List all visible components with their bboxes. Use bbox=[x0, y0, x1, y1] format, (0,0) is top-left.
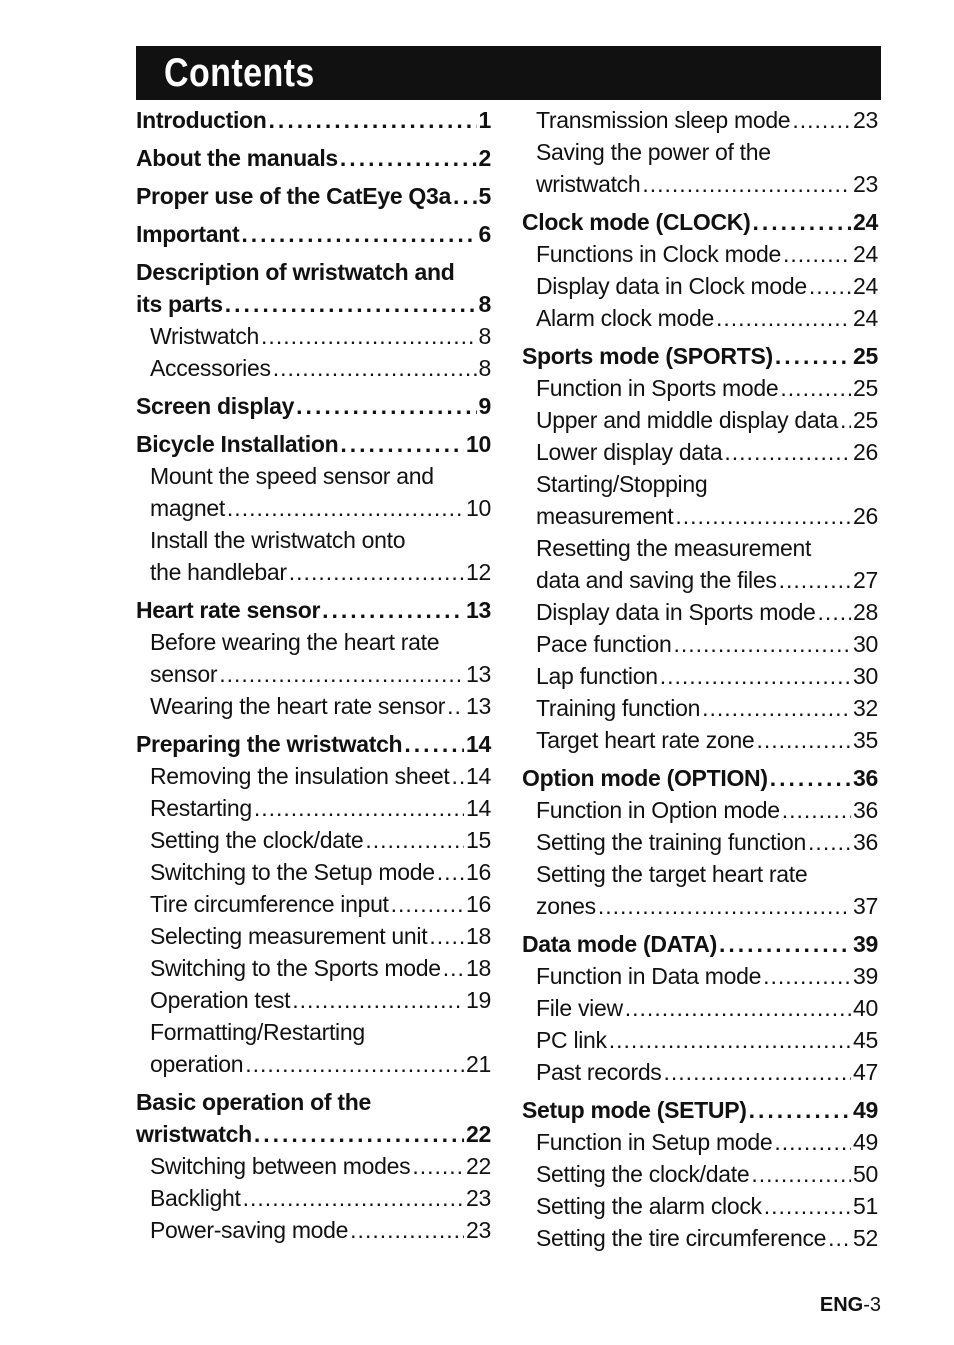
toc-entry-label: Functions in Clock mode bbox=[536, 241, 781, 267]
toc-entry-label: Selecting measurement unit bbox=[150, 923, 428, 949]
toc-page-number: 16 bbox=[466, 891, 491, 917]
toc-page-number: 37 bbox=[853, 893, 878, 919]
toc-page-number: 15 bbox=[466, 827, 491, 853]
toc-page-number: 36 bbox=[853, 765, 878, 791]
toc-item-backlight[interactable] bbox=[136, 1182, 491, 1214]
toc-page-number: 9 bbox=[478, 393, 491, 419]
toc-entry-label: measurement bbox=[536, 503, 674, 529]
toc-page-number: 10 bbox=[466, 495, 491, 521]
toc-item-starting-stopping-measurement[interactable] bbox=[522, 468, 878, 532]
toc-page-number: 8 bbox=[478, 291, 491, 317]
toc-page-number: 49 bbox=[853, 1097, 878, 1123]
toc-page-number: 30 bbox=[853, 631, 878, 657]
dot-leader bbox=[702, 692, 851, 724]
toc-entry-label: Important bbox=[136, 221, 240, 247]
toc-page-number: 27 bbox=[853, 567, 878, 593]
toc-entry-label: Upper and middle display data bbox=[536, 407, 838, 433]
toc-entry-label: Bicycle Installation bbox=[136, 431, 339, 457]
dot-leader bbox=[724, 436, 851, 468]
toc-section-important[interactable] bbox=[136, 218, 491, 250]
dot-leader bbox=[673, 628, 851, 660]
toc-item-setting-the-alarm-clock[interactable] bbox=[522, 1190, 878, 1222]
toc-entry-label: Switching between modes bbox=[150, 1153, 411, 1179]
toc-item-function-in-sports-mode[interactable] bbox=[522, 372, 878, 404]
dot-leader bbox=[296, 390, 476, 422]
dot-leader bbox=[840, 404, 851, 436]
toc-item-display-data-in-clock-mode[interactable] bbox=[522, 270, 878, 302]
toc-item-setting-the-tire-circumference[interactable] bbox=[522, 1222, 878, 1254]
toc-entry-label: Alarm clock mode bbox=[536, 305, 714, 331]
toc-page-number: 13 bbox=[466, 693, 491, 719]
toc-entry-label: Setting the tire circumference bbox=[536, 1225, 827, 1251]
toc-page-number: 1 bbox=[478, 107, 491, 133]
dot-leader bbox=[241, 218, 476, 250]
toc-item-function-in-data-mode[interactable] bbox=[522, 960, 878, 992]
dot-leader bbox=[775, 340, 851, 372]
toc-entry-label: wristwatch bbox=[536, 171, 641, 197]
toc-entry-label: Saving the power of the bbox=[536, 139, 771, 165]
page-footer bbox=[820, 1293, 881, 1317]
toc-page-number: 25 bbox=[853, 407, 878, 433]
toc-item-formatting-restarting-operation[interactable] bbox=[136, 1016, 491, 1080]
toc-entry-label: Proper use of the CatEye Q3a bbox=[136, 183, 451, 209]
toc-item-setting-the-clock-date[interactable] bbox=[136, 824, 491, 856]
toc-page-number: 13 bbox=[466, 597, 491, 623]
toc-page-number: 14 bbox=[466, 795, 491, 821]
toc-item-before-wearing-the-heart-rate-sensor[interactable] bbox=[136, 626, 491, 690]
dot-leader bbox=[261, 320, 476, 352]
toc-section-introduction[interactable] bbox=[136, 104, 491, 136]
dot-leader bbox=[245, 1048, 464, 1080]
dot-leader bbox=[752, 206, 851, 238]
toc-entry-label: Past records bbox=[536, 1059, 662, 1085]
toc-section-proper-use-of-the-cateye-q3a[interactable] bbox=[136, 180, 491, 212]
toc-page-number: 39 bbox=[853, 931, 878, 957]
toc-entry-label: Formatting/Restarting bbox=[150, 1019, 365, 1045]
toc-page-number: 24 bbox=[853, 273, 878, 299]
toc-entry-label: Function in Data mode bbox=[536, 963, 762, 989]
dot-leader bbox=[719, 928, 851, 960]
dot-leader bbox=[809, 270, 851, 302]
toc-entry-label: Heart rate sensor bbox=[136, 597, 321, 623]
toc-entry-label: Switching to the Setup mode bbox=[150, 859, 435, 885]
dot-leader bbox=[782, 794, 851, 826]
toc-item-switching-between-modes[interactable] bbox=[136, 1150, 491, 1182]
toc-entry-label: Function in Option mode bbox=[536, 797, 780, 823]
dot-leader bbox=[609, 1024, 851, 1056]
toc-page-number: 25 bbox=[853, 375, 878, 401]
toc-page-number: 23 bbox=[853, 171, 878, 197]
toc-entry-label: Description of wristwatch and bbox=[136, 259, 455, 285]
contents-title-bar bbox=[136, 46, 881, 100]
toc-entry-label: Preparing the wristwatch bbox=[136, 731, 403, 757]
toc-entry-label: Function in Sports mode bbox=[536, 375, 779, 401]
dot-leader bbox=[429, 920, 464, 952]
toc-page-number: 28 bbox=[853, 599, 878, 625]
toc-page-number: 40 bbox=[853, 995, 878, 1021]
dot-leader bbox=[443, 952, 464, 984]
dot-leader bbox=[780, 372, 851, 404]
toc-page-number: 24 bbox=[853, 209, 878, 235]
toc-page-number: 5 bbox=[478, 183, 491, 209]
dot-leader bbox=[453, 180, 477, 212]
toc-page-number: 14 bbox=[466, 731, 491, 757]
dot-leader bbox=[340, 142, 477, 174]
toc-entry-label: About the manuals bbox=[136, 145, 338, 171]
dot-leader bbox=[828, 1222, 851, 1254]
toc-entry-label: Display data in Clock mode bbox=[536, 273, 807, 299]
toc-entry-label: Tire circumference input bbox=[150, 891, 389, 917]
dot-leader bbox=[660, 660, 851, 692]
toc-section-setup-mode-setup[interactable] bbox=[522, 1094, 878, 1126]
toc-entry-label: magnet bbox=[150, 495, 225, 521]
toc-page-number: 22 bbox=[466, 1153, 491, 1179]
dot-leader bbox=[451, 760, 464, 792]
toc-section-data-mode-data[interactable] bbox=[522, 928, 878, 960]
toc-entry-label: Power-saving mode bbox=[150, 1217, 349, 1243]
toc-section-sports-mode-sports[interactable] bbox=[522, 340, 878, 372]
dot-leader bbox=[292, 984, 464, 1016]
dot-leader bbox=[227, 492, 464, 524]
toc-item-resetting-the-measurement-data-and-saving-the-files[interactable] bbox=[522, 532, 878, 596]
toc-entry-label: Sports mode (SPORTS) bbox=[522, 343, 773, 369]
toc-page-number: 19 bbox=[466, 987, 491, 1013]
toc-item-lower-display-data[interactable] bbox=[522, 436, 878, 468]
toc-item-power-saving-mode[interactable] bbox=[136, 1214, 491, 1246]
dot-leader bbox=[642, 168, 851, 200]
toc-item-operation-test[interactable] bbox=[136, 984, 491, 1016]
dot-leader bbox=[447, 690, 464, 722]
toc-item-setting-the-clock-date[interactable] bbox=[522, 1158, 878, 1190]
toc-entry-label: the handlebar bbox=[150, 559, 287, 585]
dot-leader bbox=[675, 500, 851, 532]
toc-item-target-heart-rate-zone[interactable] bbox=[522, 724, 878, 756]
toc-entry-label: Pace function bbox=[536, 631, 672, 657]
toc-item-past-records[interactable] bbox=[522, 1056, 878, 1088]
toc-entry-label: Lower display data bbox=[536, 439, 723, 465]
toc-entry-label: Operation test bbox=[150, 987, 291, 1013]
toc-page-number: 25 bbox=[853, 343, 878, 369]
toc-item-function-in-setup-mode[interactable] bbox=[522, 1126, 878, 1158]
toc-page-number: 24 bbox=[853, 241, 878, 267]
toc-entry-label: sensor bbox=[150, 661, 218, 687]
dot-leader bbox=[254, 792, 464, 824]
toc-page-number: 16 bbox=[466, 859, 491, 885]
toc-page-number: 12 bbox=[466, 559, 491, 585]
toc-right-column bbox=[522, 104, 878, 1254]
toc-item-wearing-the-heart-rate-sensor[interactable] bbox=[136, 690, 491, 722]
toc-entry-label: PC link bbox=[536, 1027, 607, 1053]
toc-page-number: 8 bbox=[478, 355, 491, 381]
toc-section-description-of-wristwatch-and-its-parts[interactable] bbox=[136, 256, 491, 320]
toc-entry-label: Setting the clock/date bbox=[536, 1161, 750, 1187]
dot-leader bbox=[625, 992, 851, 1024]
toc-item-saving-the-power-of-the-wristwatch[interactable] bbox=[522, 136, 878, 200]
toc-entry-label: Transmission sleep mode bbox=[536, 107, 791, 133]
toc-entry-label: Before wearing the heart rate bbox=[150, 629, 440, 655]
dot-leader bbox=[322, 594, 464, 626]
toc-item-transmission-sleep-mode[interactable] bbox=[522, 104, 878, 136]
toc-entry-label: Wristwatch bbox=[150, 323, 260, 349]
toc-page-number: 36 bbox=[853, 829, 878, 855]
page-title: Contents bbox=[164, 50, 315, 95]
dot-leader bbox=[412, 1150, 464, 1182]
toc-entry-label: Training function bbox=[536, 695, 701, 721]
toc-page-number: 26 bbox=[853, 503, 878, 529]
toc-entry-label: Install the wristwatch onto bbox=[150, 527, 406, 553]
dot-leader bbox=[751, 1158, 851, 1190]
toc-page-number: 47 bbox=[853, 1059, 878, 1085]
toc-entry-label: File view bbox=[536, 995, 623, 1021]
dot-leader bbox=[350, 1214, 464, 1246]
dot-leader bbox=[808, 826, 851, 858]
dot-leader bbox=[269, 104, 477, 136]
toc-item-pace-function[interactable] bbox=[522, 628, 878, 660]
toc-item-install-the-wristwatch-onto-the-handlebar[interactable] bbox=[136, 524, 491, 588]
toc-section-about-the-manuals[interactable] bbox=[136, 142, 491, 174]
toc-item-tire-circumference-input[interactable] bbox=[136, 888, 491, 920]
toc-entry-label: Removing the insulation sheet bbox=[150, 763, 450, 789]
dot-leader bbox=[749, 1094, 851, 1126]
toc-page-number: 24 bbox=[853, 305, 878, 331]
toc-section-heart-rate-sensor[interactable] bbox=[136, 594, 491, 626]
toc-page-number: 35 bbox=[853, 727, 878, 753]
toc-entry-label: data and saving the files bbox=[536, 567, 777, 593]
toc-entry-label: wristwatch bbox=[136, 1121, 252, 1147]
toc-page-number: 39 bbox=[853, 963, 878, 989]
toc-item-display-data-in-sports-mode[interactable] bbox=[522, 596, 878, 628]
dot-leader bbox=[664, 1056, 852, 1088]
toc-item-switching-to-the-setup-mode[interactable] bbox=[136, 856, 491, 888]
toc-item-pc-link[interactable] bbox=[522, 1024, 878, 1056]
toc-entry-label: Backlight bbox=[150, 1185, 241, 1211]
dot-leader bbox=[340, 428, 464, 460]
toc-entry-label: Starting/Stopping bbox=[536, 471, 708, 497]
dot-leader bbox=[764, 1190, 851, 1222]
toc-item-mount-the-speed-sensor-and-magnet[interactable] bbox=[136, 460, 491, 524]
dot-leader bbox=[289, 556, 464, 588]
toc-section-basic-operation-of-the-wristwatch[interactable] bbox=[136, 1086, 491, 1150]
toc-entry-label: Data mode (DATA) bbox=[522, 931, 717, 957]
toc-entry-label: Accessories bbox=[150, 355, 271, 381]
dot-leader bbox=[365, 824, 464, 856]
dot-leader bbox=[437, 856, 464, 888]
toc-entry-label: zones bbox=[536, 893, 596, 919]
toc-page-number: 30 bbox=[853, 663, 878, 689]
dot-leader bbox=[254, 1118, 464, 1150]
dot-leader bbox=[273, 352, 477, 384]
toc-page-number: 13 bbox=[466, 661, 491, 687]
toc-page-number: 52 bbox=[853, 1225, 878, 1251]
toc-item-switching-to-the-sports-mode[interactable] bbox=[136, 952, 491, 984]
dot-leader bbox=[770, 762, 851, 794]
toc-item-restarting[interactable] bbox=[136, 792, 491, 824]
toc-page-number: 36 bbox=[853, 797, 878, 823]
toc-item-selecting-measurement-unit[interactable] bbox=[136, 920, 491, 952]
toc-item-setting-the-training-function[interactable] bbox=[522, 826, 878, 858]
toc-item-accessories[interactable] bbox=[136, 352, 491, 384]
toc-item-functions-in-clock-mode[interactable] bbox=[522, 238, 878, 270]
toc-entry-label: Resetting the measurement bbox=[536, 535, 812, 561]
toc-page-number: 6 bbox=[478, 221, 491, 247]
toc-entry-label: Mount the speed sensor and bbox=[150, 463, 434, 489]
dot-leader bbox=[598, 890, 851, 922]
toc-page-number: 21 bbox=[466, 1051, 491, 1077]
toc-entry-label: Setting the target heart rate bbox=[536, 861, 808, 887]
toc-page-number: 8 bbox=[478, 323, 491, 349]
toc-section-screen-display[interactable] bbox=[136, 390, 491, 422]
footer-page-number: -3 bbox=[863, 1294, 881, 1316]
toc-entry-label: Lap function bbox=[536, 663, 658, 689]
dot-leader bbox=[774, 1126, 851, 1158]
toc-page-number: 50 bbox=[853, 1161, 878, 1187]
toc-page-number: 26 bbox=[853, 439, 878, 465]
toc-item-training-function[interactable] bbox=[522, 692, 878, 724]
toc-entry-label: Setting the clock/date bbox=[150, 827, 364, 853]
toc-item-lap-function[interactable] bbox=[522, 660, 878, 692]
toc-entry-label: Setting the alarm clock bbox=[536, 1193, 762, 1219]
dot-leader bbox=[716, 302, 851, 334]
dot-leader bbox=[391, 888, 464, 920]
toc-entry-label: Option mode (OPTION) bbox=[522, 765, 768, 791]
toc-entry-label: Target heart rate zone bbox=[536, 727, 755, 753]
toc-left-column bbox=[136, 104, 491, 1246]
toc-entry-label: Clock mode (CLOCK) bbox=[522, 209, 751, 235]
footer-language: ENG bbox=[819, 1294, 864, 1316]
toc-page-number: 45 bbox=[853, 1027, 878, 1053]
toc-entry-label: Wearing the heart rate sensor bbox=[150, 693, 446, 719]
dot-leader bbox=[792, 104, 851, 136]
toc-page-number: 14 bbox=[466, 763, 491, 789]
toc-page-number: 22 bbox=[466, 1121, 491, 1147]
toc-entry-label: Setup mode (SETUP) bbox=[522, 1097, 747, 1123]
toc-entry-label: Setting the training function bbox=[536, 829, 807, 855]
toc-section-preparing-the-wristwatch[interactable] bbox=[136, 728, 491, 760]
toc-section-clock-mode-clock[interactable] bbox=[522, 206, 878, 238]
toc-item-setting-the-target-heart-rate-zones[interactable] bbox=[522, 858, 878, 922]
toc-section-bicycle-installation[interactable] bbox=[136, 428, 491, 460]
toc-page-number: 32 bbox=[853, 695, 878, 721]
dot-leader bbox=[243, 1182, 464, 1214]
dot-leader bbox=[404, 728, 464, 760]
toc-entry-label: Introduction bbox=[136, 107, 267, 133]
toc-entry-label: Basic operation of the bbox=[136, 1089, 371, 1115]
toc-entry-label: Switching to the Sports mode bbox=[150, 955, 441, 981]
toc-page-number: 51 bbox=[853, 1193, 878, 1219]
toc-entry-label: Function in Setup mode bbox=[536, 1129, 773, 1155]
toc-page-number: 23 bbox=[466, 1185, 491, 1211]
toc-page-number: 23 bbox=[466, 1217, 491, 1243]
dot-leader bbox=[779, 564, 851, 596]
dot-leader bbox=[818, 596, 851, 628]
toc-page-number: 2 bbox=[478, 145, 491, 171]
toc-entry-label: operation bbox=[150, 1051, 244, 1077]
toc-page-number: 23 bbox=[853, 107, 878, 133]
dot-leader bbox=[219, 658, 464, 690]
toc-item-file-view[interactable] bbox=[522, 992, 878, 1024]
toc-item-alarm-clock-mode[interactable] bbox=[522, 302, 878, 334]
dot-leader bbox=[783, 238, 851, 270]
toc-entry-label: its parts bbox=[136, 291, 223, 317]
dot-leader bbox=[763, 960, 851, 992]
toc-entry-label: Restarting bbox=[150, 795, 252, 821]
toc-item-wristwatch[interactable] bbox=[136, 320, 491, 352]
dot-leader bbox=[225, 288, 477, 320]
toc-entry-label: Display data in Sports mode bbox=[536, 599, 816, 625]
toc-item-function-in-option-mode[interactable] bbox=[522, 794, 878, 826]
toc-page-number: 10 bbox=[466, 431, 491, 457]
toc-entry-label: Screen display bbox=[136, 393, 295, 419]
toc-page-number: 18 bbox=[466, 923, 491, 949]
toc-page-number: 18 bbox=[466, 955, 491, 981]
dot-leader bbox=[756, 724, 851, 756]
toc-section-option-mode-option[interactable] bbox=[522, 762, 878, 794]
toc-page-number: 49 bbox=[853, 1129, 878, 1155]
toc-item-removing-the-insulation-sheet[interactable] bbox=[136, 760, 491, 792]
toc-item-upper-and-middle-display-data[interactable] bbox=[522, 404, 878, 436]
